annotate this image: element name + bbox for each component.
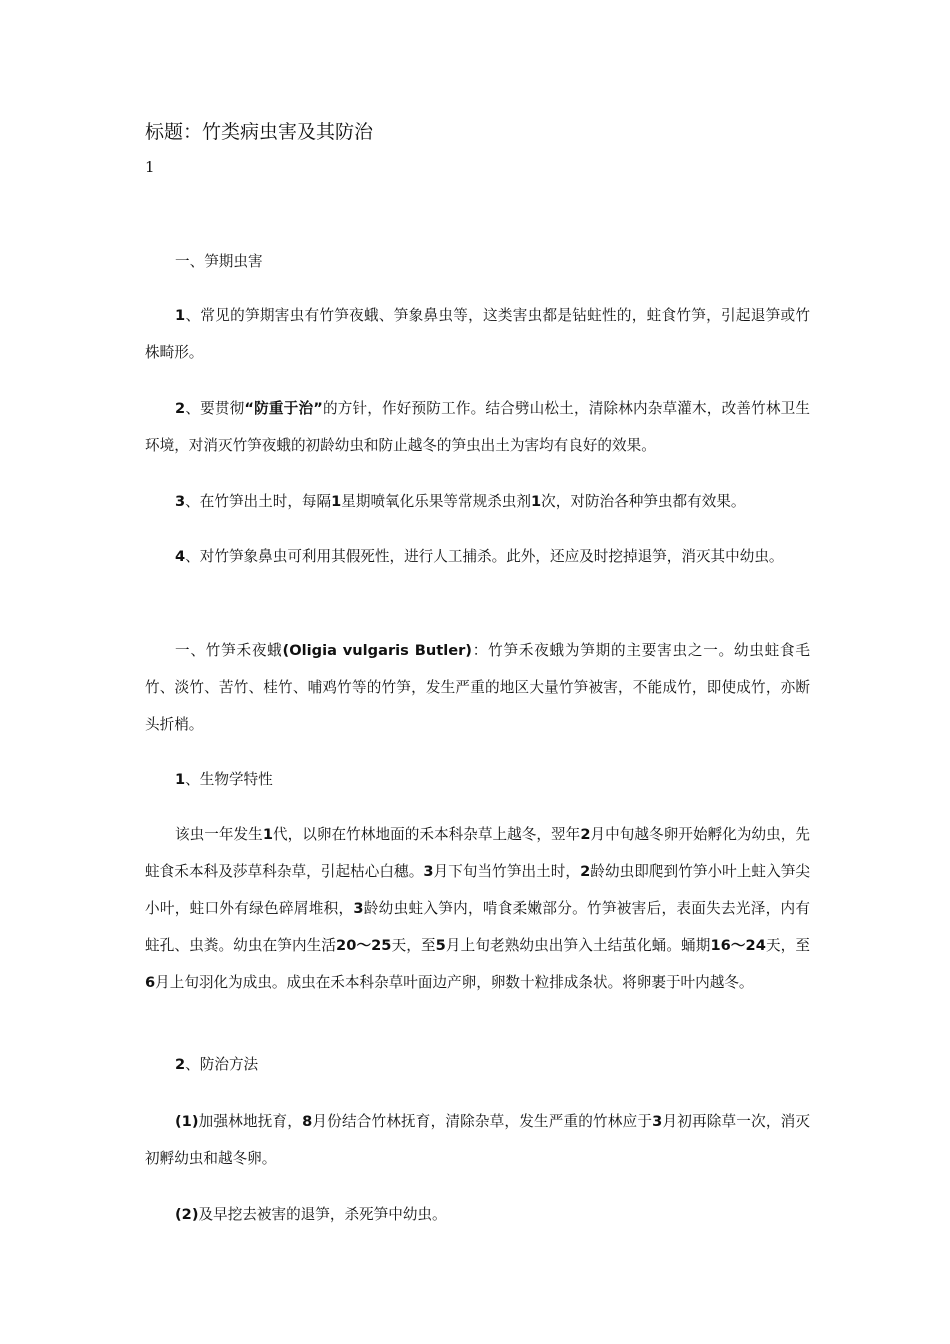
bold-number: 1: [331, 493, 342, 510]
latin-name: (Oligia vulgaris Butler): [282, 642, 472, 659]
paragraph-text: 月初再除草一次，消灭初孵幼虫和越冬卵。: [145, 1113, 810, 1167]
paragraph-5: [145, 632, 810, 743]
subheading-text: 、生物学特性: [185, 771, 273, 788]
paragraph-1: [145, 297, 810, 371]
paragraph-3: [145, 483, 810, 520]
paragraph-text: 的方针，作好预防工作。结合劈山松土，清除林内杂草灌木，改善竹林卫生环境，对消灭竹笋夜蛾的初龄幼虫和防止越冬的笋虫出土为害均有良好的效果。: [145, 400, 810, 454]
paragraph-2: [145, 390, 810, 464]
paragraph-text: 龄幼虫蛀入笋内，啃食柔嫩部分。竹笋被害后，表面失去光泽，内有蛀孔、虫粪。幼虫在笋内生活: [145, 900, 810, 954]
bold-number: 2: [580, 826, 591, 843]
subheading-1: [145, 761, 810, 798]
paragraph-text: 月中旬越冬卵开始孵化为幼虫，先蛀食禾本科及莎草科杂草，引起枯心白穗。: [145, 826, 810, 880]
paragraph-text: 天，至: [765, 937, 810, 954]
paragraph-text: 一、竹笋禾夜蛾: [175, 642, 283, 659]
paragraph-text: 、对竹笋象鼻虫可利用其假死性，进行人工捕杀。此外，还应及时挖掉退笋，消灭其中幼虫。: [185, 548, 784, 565]
bold-number: 3: [423, 863, 434, 880]
paragraph-number: 1: [175, 307, 186, 324]
quoted-phrase: “防重于治”: [244, 400, 323, 417]
paragraph-number: 3: [175, 493, 186, 510]
list-marker: (2): [175, 1206, 199, 1223]
paragraph-text: 月上旬老熟幼虫出笋入土结茧化蛹。蛹期: [445, 937, 711, 954]
paragraph-text: 、在竹笋出土时，每隔: [185, 493, 332, 510]
paragraph-text: 该虫一年发生: [175, 826, 263, 843]
bold-number: 16～24: [710, 937, 766, 954]
paragraph-text: 、要贯彻: [185, 400, 245, 417]
bold-number: 6: [145, 974, 156, 991]
paragraph-text: 月上旬羽化为成虫。成虫在禾本科杂草叶面边产卵，卵数十粒排成条状。将卵裹于叶内越冬。: [155, 974, 754, 991]
bold-number: 20～25: [336, 937, 392, 954]
paragraph-text: 次，对防治各种笋虫都有效果。: [541, 493, 746, 510]
paragraph-7: [145, 1103, 810, 1177]
paragraph-text: 月下旬当竹笋出土时，: [433, 863, 581, 880]
bold-number: 5: [435, 937, 446, 954]
paragraph-8: [145, 1196, 810, 1233]
paragraph-6: [145, 816, 810, 1001]
paragraph-text: 加强林地抚育，: [198, 1113, 303, 1130]
bold-number: 2: [580, 863, 591, 880]
paragraph-number: 2: [175, 400, 186, 417]
list-marker: (1): [175, 1113, 199, 1130]
paragraph-text: 及早挖去被害的退笋，杀死笋中幼虫。: [198, 1206, 447, 1223]
bold-number: 3: [353, 900, 364, 917]
paragraph-text: ：竹笋禾夜蛾为笋期的主要害虫之一。幼虫蛀食毛竹、淡竹、苦竹、桂竹、哺鸡竹等的竹笋，发生严重的地区大量竹笋被害，不能成竹，即使成竹，亦断头折梢。: [145, 642, 810, 733]
subheading-text: 、防治方法: [185, 1056, 259, 1073]
bold-number: 8: [302, 1113, 313, 1130]
paragraph-text: 龄幼虫即爬到竹笋小叶上蛀入笋尖小叶，蛀口外有绿色碎屑堆积，: [145, 863, 810, 917]
subheading-number: 1: [175, 771, 186, 788]
section-heading-text: 一、笋期虫害: [175, 253, 263, 270]
section-heading: [145, 243, 810, 280]
subheading-number: 2: [175, 1056, 186, 1073]
paragraph-text: 、常见的笋期害虫有竹笋夜蛾、笋象鼻虫等，这类害虫都是钻蛀性的，蛀食竹笋，引起退笋或竹株畸形。: [145, 307, 810, 361]
page-number: 1: [145, 158, 155, 176]
bold-number: 1: [262, 826, 273, 843]
paragraph-text: 星期喷氧化乐果等常规杀虫剂: [341, 493, 531, 510]
paragraph-text: 代，以卵在竹林地面的禾本科杂草上越冬，翌年: [272, 826, 581, 843]
bold-number: 3: [652, 1113, 663, 1130]
paragraph-4: [145, 538, 810, 575]
paragraph-text: 天，至: [391, 937, 436, 954]
bold-number: 1: [531, 493, 542, 510]
paragraph-text: 月份结合竹林抚育，清除杂草，发生严重的竹林应于: [312, 1113, 653, 1130]
document-title: 标题：竹类病虫害及其防治: [145, 121, 374, 143]
subheading-2: [145, 1046, 810, 1083]
paragraph-number: 4: [175, 548, 186, 565]
